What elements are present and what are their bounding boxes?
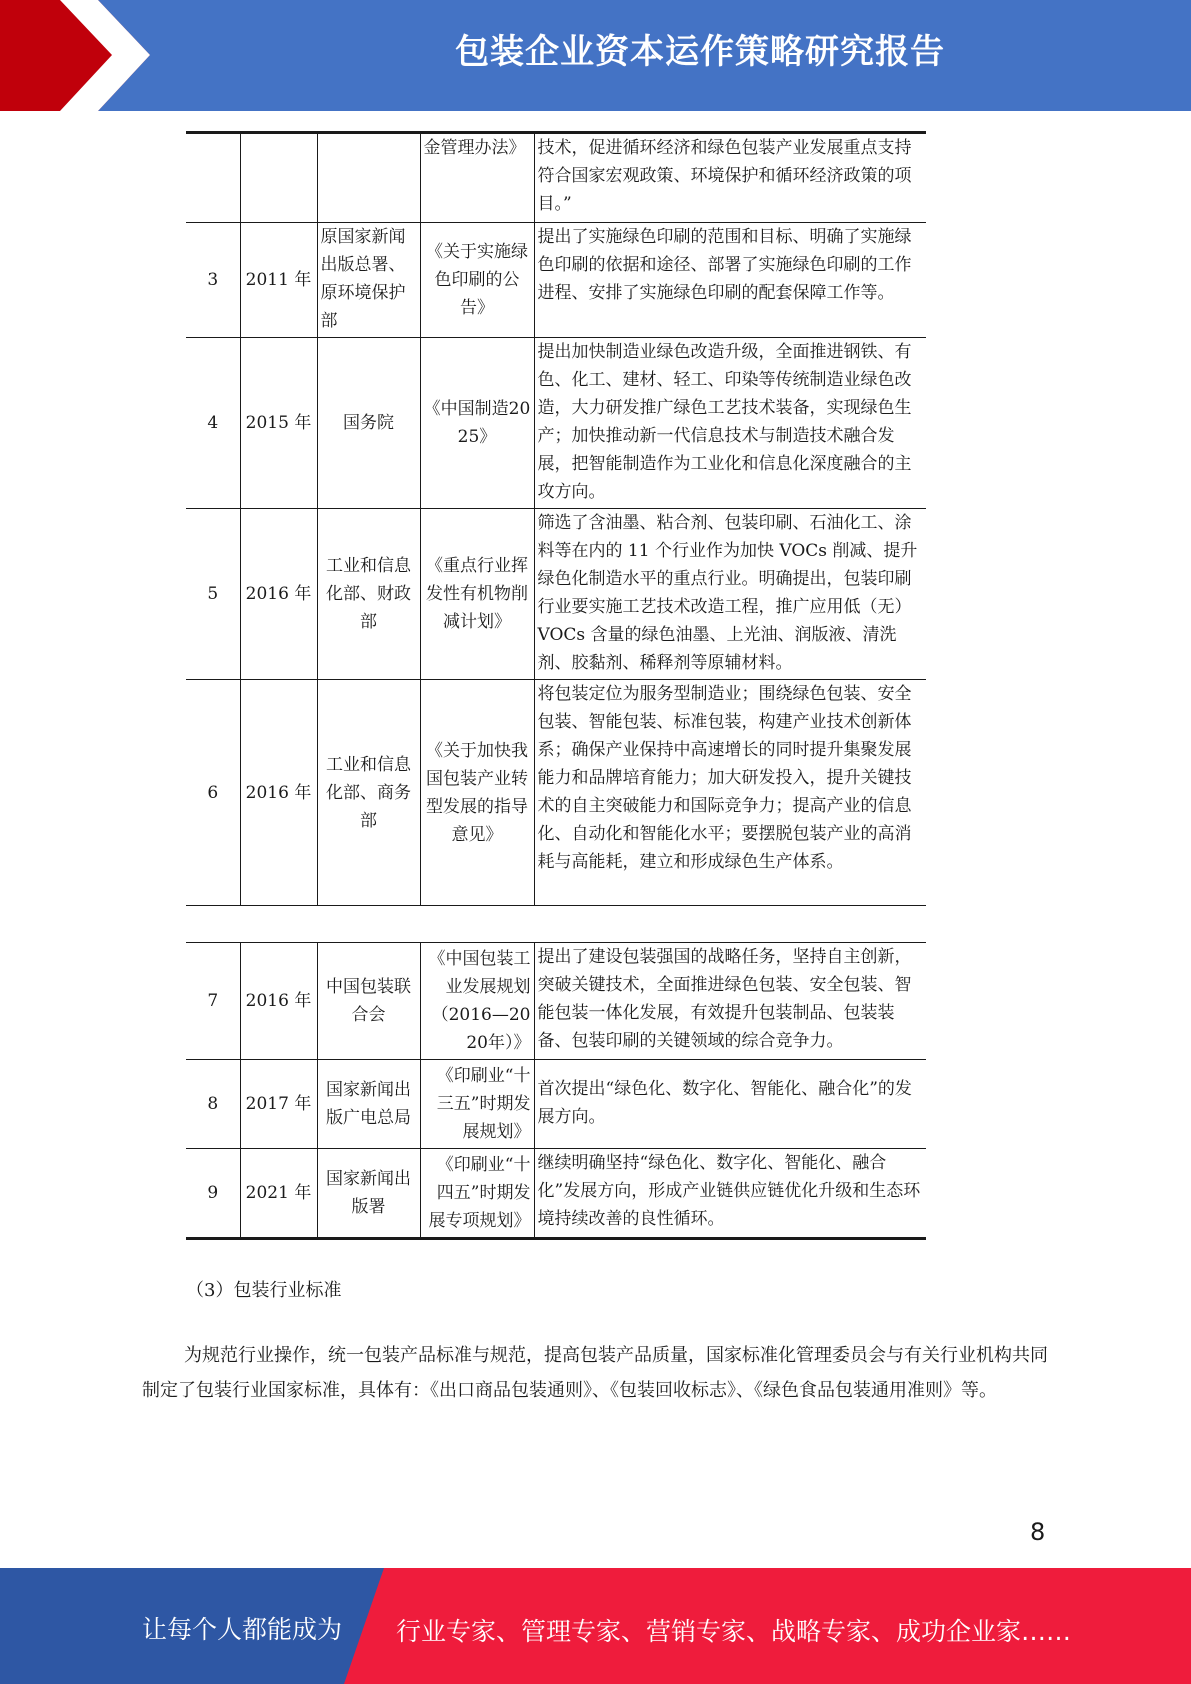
cell-org: 国务院 — [317, 338, 420, 509]
cell-content: 提出加快制造业绿色改造升级，全面推进钢铁、有色、化工、建材、轻工、印染等传统制造业绿色改造，大力研发推广绿色工艺技术装备，实现绿色生产；加快推动新一代信息技术与制造技术融合发展，把智能制造作为工业化和信息化深度融合的主攻方向。 — [534, 338, 926, 509]
cell-year: 2017 年 — [240, 1060, 317, 1149]
cell-content: 提出了实施绿色印刷的范围和目标、明确了实施绿色印刷的依据和途径、部署了实施绿色印刷的工作进程、安排了实施绿色印刷的配套保障工作等。 — [534, 223, 926, 338]
cell-no: 5 — [186, 509, 240, 680]
table-row — [186, 1060, 926, 1149]
cell-no: 6 — [186, 680, 240, 906]
page-header — [0, 0, 1191, 111]
cell-org: 工业和信息化部、财政部 — [317, 509, 420, 680]
policy-table-continued — [186, 942, 926, 1240]
cell-no: 9 — [186, 1149, 240, 1239]
cell-year: 2016 年 — [240, 509, 317, 680]
cell-content: 首次提出“绿色化、数字化、智能化、融合化”的发展方向。 — [534, 1060, 926, 1149]
cell-year: 2015 年 — [240, 338, 317, 509]
table-row — [186, 223, 926, 338]
cell-no: 7 — [186, 943, 240, 1060]
cell-no: 3 — [186, 223, 240, 338]
policy-table-part1 — [186, 131, 926, 906]
section-heading: （3）包装行业标准 — [186, 1280, 342, 1301]
table-row — [186, 1149, 926, 1239]
table-row — [186, 943, 926, 1060]
cell-year: 2016 年 — [240, 943, 317, 1060]
cell-content: 技术，促进循环经济和绿色包装产业发展重点支持符合国家宏观政策、环境保护和循环经济政策的项目。” — [534, 133, 926, 223]
cell-year: 2011 年 — [240, 223, 317, 338]
cell-no — [186, 133, 240, 223]
table-row — [186, 509, 926, 680]
policy-table — [186, 131, 926, 906]
cell-no: 4 — [186, 338, 240, 509]
table-row — [186, 680, 926, 906]
header-arrow-icon — [0, 0, 160, 111]
cell-content: 将包装定位为服务型制造业；围绕绿色包装、安全包装、智能包装、标准包装，构建产业技术创新体系；确保产业保持中高速增长的同时提升集聚发展能力和品牌培育能力；加大研发投入，提升关键技术的自主突破能力和国际竞争力；提高产业的信息化、自动化和智能化水平；要摆脱包装产业的高消耗与高能耗，建立和形成绿色生产体系。 — [534, 680, 926, 906]
cell-doc: 《关于加快我国包装产业转型发展的指导意见》 — [420, 680, 534, 906]
report-title: 包装企业资本运作策略研究报告 — [455, 32, 945, 72]
section-paragraph — [142, 1338, 1052, 1408]
cell-org: 国家新闻出版署 — [317, 1149, 420, 1239]
cell-doc: 《重点行业挥发性有机物削减计划》 — [420, 509, 534, 680]
footer-slogan-left: 让每个人都能成为 — [142, 1615, 343, 1644]
footer-slogan-right: 行业专家、管理专家、营销专家、战略专家、成功企业家…… — [396, 1617, 1072, 1646]
cell-no: 8 — [186, 1060, 240, 1149]
cell-org — [317, 133, 420, 223]
table-row — [186, 133, 926, 223]
cell-doc: 《印刷业“十三五”时期发展规划》 — [420, 1060, 534, 1149]
cell-doc: 《印刷业“十四五”时期发展专项规划》 — [420, 1149, 534, 1239]
cell-doc: 《中国包装工业发展规划（2016—2020年）》 — [420, 943, 534, 1060]
cell-doc: 《关于实施绿色印刷的公告》 — [420, 223, 534, 338]
paragraph-text: 为规范行业操作，统一包装产品标准与规范，提高包装产品质量，国家标准化管理委员会与有关行业机构共同制定了包装行业国家标准，具体有：《出口商品包装通则》、《包装回收标志》、《绿色食品包装通用准则》等。 — [142, 1345, 1048, 1401]
table-row — [186, 338, 926, 509]
cell-org: 原国家新闻出版总署、原环境保护部 — [317, 223, 420, 338]
cell-content: 提出了建设包装强国的战略任务，坚持自主创新，突破关键技术，全面推进绿色包装、安全包装、智能包装一体化发展，有效提升包装制品、包装装备、包装印刷的关键领域的综合竞争力。 — [534, 943, 926, 1060]
cell-org: 工业和信息化部、商务部 — [317, 680, 420, 906]
cell-content: 继续明确坚持“绿色化、数字化、智能化、融合化”发展方向，形成产业链供应链优化升级和生态环境持续改善的良性循环。 — [534, 1149, 926, 1239]
cell-year: 2016 年 — [240, 680, 317, 906]
cell-doc: 《中国制造2025》 — [420, 338, 534, 509]
cell-org: 国家新闻出版广电总局 — [317, 1060, 420, 1149]
cell-doc: 金管理办法》 — [420, 133, 534, 223]
policy-table-part2 — [186, 942, 926, 1240]
cell-org: 中国包装联合会 — [317, 943, 420, 1060]
page-number: 8 — [1030, 1518, 1046, 1546]
cell-year: 2021 年 — [240, 1149, 317, 1239]
cell-content: 筛选了含油墨、粘合剂、包装印刷、石油化工、涂料等在内的 11 个行业作为加快 VOCs 削减、提升绿色化制造水平的重点行业。明确提出，包装印刷行业要实施工艺技术改造工程，推广应用低（无）VOCs 含量的绿色油墨、上光油、润版液、清洗剂、胶黏剂、稀释剂等原辅材料。 — [534, 509, 926, 680]
cell-year — [240, 133, 317, 223]
